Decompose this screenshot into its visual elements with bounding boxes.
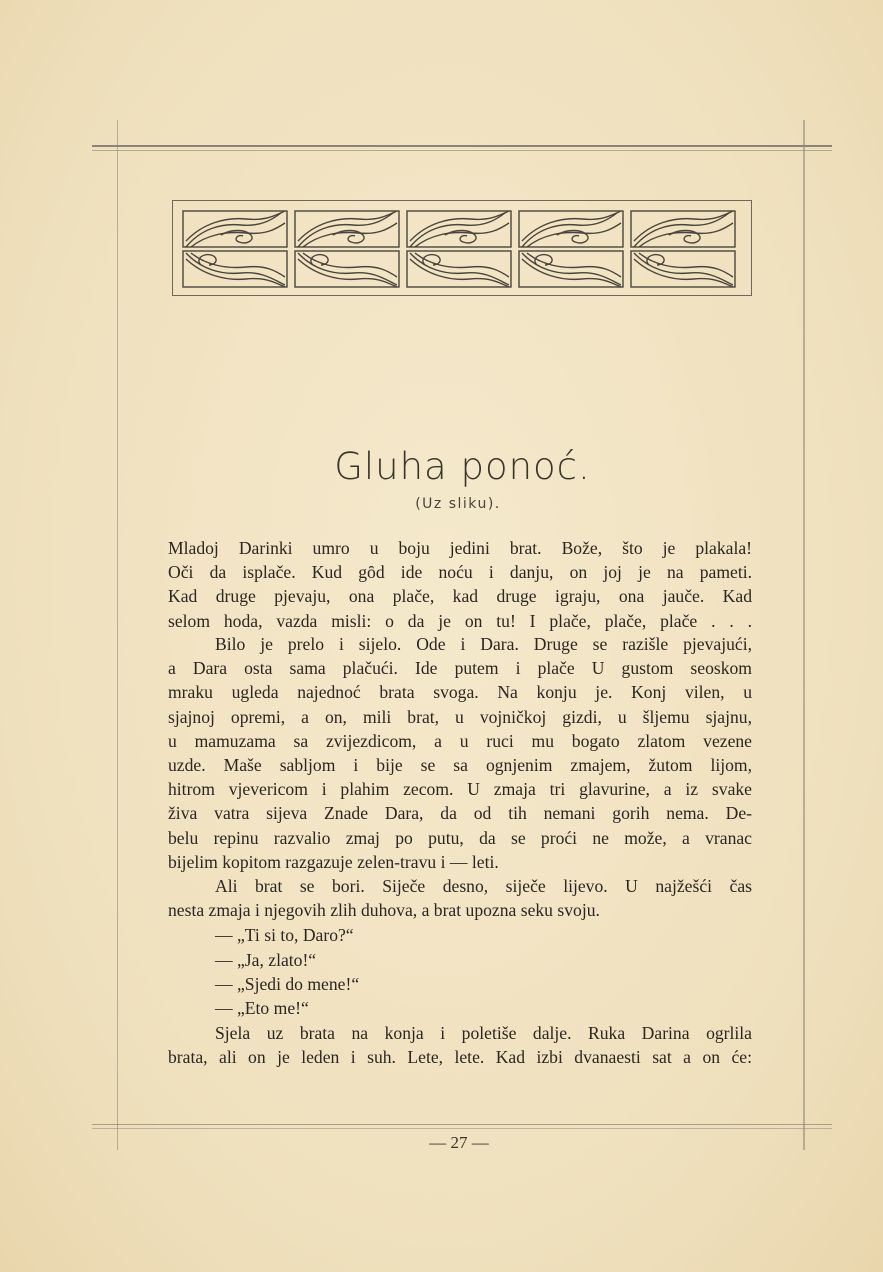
text-line: Kad druge pjevaju, ona plače, kad druge igraju, ona jauče. Kad xyxy=(168,586,752,607)
page-subtitle: (Uz sliku). xyxy=(415,496,501,512)
text-line: bijelim kopitom razgazuje zelen-travu i — leti. xyxy=(168,851,499,872)
dialogue-line: — „Eto me!“ xyxy=(215,998,309,1018)
text-line: brata, ali on je leden i suh. Lete, lete. Kad izbi dvanaesti sat a on će: xyxy=(168,1047,752,1068)
text-line: selom hoda, vazda misli: o da je on tu! I plače, plače, plače . . . xyxy=(168,610,752,631)
text-line: u mamuzama sa zvijezdicom, a u ruci mu bogato zlatom vezene xyxy=(168,730,752,751)
text-line: mraku ugleda najednoć brata svoga. Na konju je. Konj vilen, u xyxy=(168,682,752,703)
text-line: Bilo je prelo i sijelo. Ode i Dara. Druge se razišle pjevajući, xyxy=(215,634,752,654)
dialogue-line: — „Sjedi do mene!“ xyxy=(215,974,360,994)
text-line: belu repinu razvalio zmaj po putu, da se proći ne može, a vranac xyxy=(168,827,752,848)
text-line: uzde. Maše sabljom i bije se sa ognjenim zmajem, žutom lijom, xyxy=(168,754,752,775)
top-rule xyxy=(92,145,832,147)
text-line: živa vatra sijeva Znade Dara, da od tih nemani gorih nema. De- xyxy=(168,803,752,824)
right-rule xyxy=(803,120,805,1150)
dialogue-line: — „Ti si to, Daro?“ xyxy=(215,925,354,945)
text-line: sjajnoj opremi, a on, mili brat, u vojničkoj gizdi, u šljemu sjajnu, xyxy=(168,706,752,727)
left-rule xyxy=(117,120,118,1150)
paragraph-4 xyxy=(168,1021,752,1069)
page-title: Gluha ponoć. xyxy=(334,445,591,488)
paragraph-3 xyxy=(168,874,752,922)
paragraph-2 xyxy=(168,632,752,874)
text-line: Sjela uz brata na konja i poletiše dalje. Ruka Darina ogrlila xyxy=(215,1023,752,1043)
text-line: Oči da isplače. Kud gȏd ide noću i danju, on joj je na pameti. xyxy=(168,562,752,583)
bottom-rule xyxy=(92,1124,832,1125)
wave-ornament-icon xyxy=(181,209,743,289)
text-line: Ali brat se bori. Siječe desno, siječe lijevo. U najžešći čas xyxy=(215,876,752,896)
text-line: Mladoj Darinki umro u boju jedini brat. Bože, što je plakala! xyxy=(168,538,752,558)
page-number: — 27 — xyxy=(429,1133,489,1152)
dialogue-line: — „Ja, zlato!“ xyxy=(215,950,317,970)
bottom-rule-thin xyxy=(92,1128,832,1129)
top-rule-thin xyxy=(92,150,832,151)
text-line: nesta zmaja i njegovih zlih duhova, a brat upozna seku svoju. xyxy=(168,900,600,921)
text-line: hitrom vjevericom i plahim zecom. U zmaja tri glavurine, a iz svake xyxy=(168,779,752,800)
paragraph-1 xyxy=(168,536,752,633)
decorative-ornament-band xyxy=(172,200,752,296)
text-line: a Dara osta sama plačući. Ide putem i plače U gustom seoskom xyxy=(168,658,752,679)
